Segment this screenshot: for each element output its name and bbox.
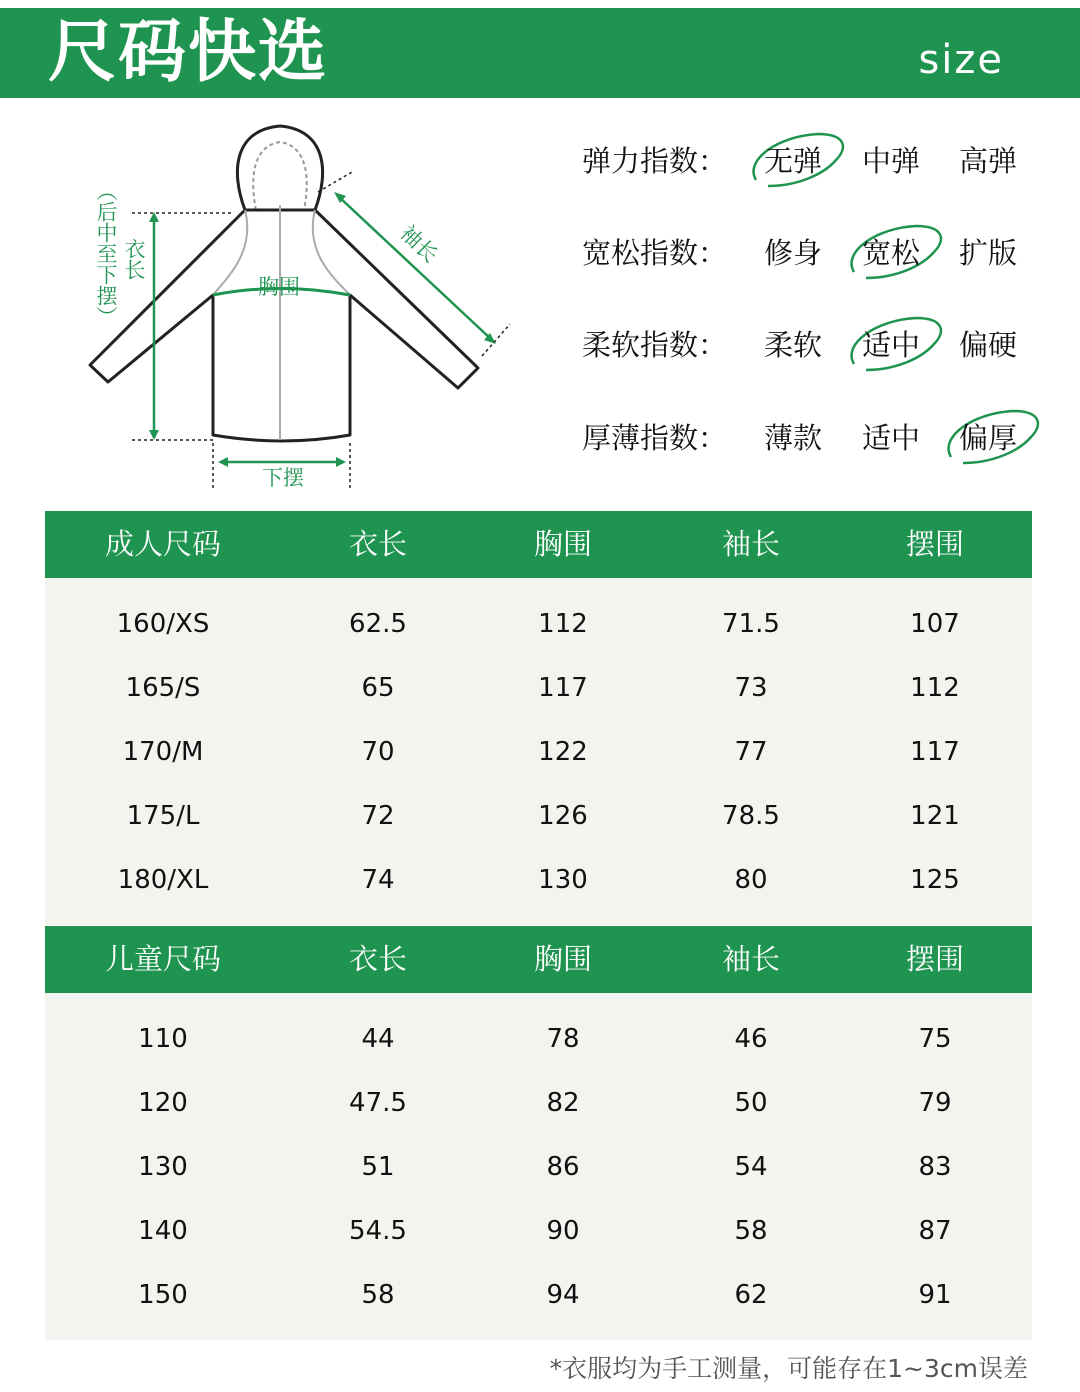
table-cell: 62: [734, 1280, 768, 1310]
table-cell: 80: [734, 865, 768, 895]
column-header: 袖长: [721, 942, 780, 976]
index-row: [582, 320, 1042, 370]
table-cell: 65: [361, 673, 395, 703]
index-row: [582, 136, 1042, 186]
table-row: [45, 1071, 1032, 1135]
kids-table-header: [45, 926, 1032, 993]
table-cell: 87: [918, 1216, 952, 1246]
column-header: 成人尺码: [104, 527, 221, 561]
page-title: 尺码快选: [48, 13, 329, 92]
table-cell: 122: [538, 737, 588, 767]
index-option: 扩版: [959, 236, 1018, 270]
table-cell: 86: [546, 1152, 580, 1182]
table-cell: 82: [546, 1088, 580, 1118]
index-option: 偏硬: [959, 328, 1018, 362]
table-cell: 110: [138, 1024, 188, 1054]
size-word: size: [918, 37, 1004, 83]
table-cell: 112: [538, 609, 588, 639]
table-cell: 125: [910, 865, 960, 895]
table-cell: 175/L: [126, 801, 200, 831]
index-label: 柔软指数：: [582, 328, 728, 362]
table-cell: 78.5: [722, 801, 780, 831]
table-row: [45, 1263, 1032, 1327]
table-cell: 71.5: [722, 609, 780, 639]
column-header: 衣长: [348, 527, 407, 561]
table-cell: 126: [538, 801, 588, 831]
table-cell: 78: [546, 1024, 580, 1054]
table-cell: 83: [918, 1152, 952, 1182]
table-cell: 44: [361, 1024, 395, 1054]
table-cell: 47.5: [349, 1088, 407, 1118]
column-header: 摆围: [905, 942, 964, 976]
table-row: [45, 784, 1032, 848]
index-option: 无弹: [764, 144, 823, 178]
table-cell: 117: [538, 673, 588, 703]
index-label: 弹力指数：: [582, 144, 728, 178]
table-row: [45, 1199, 1032, 1263]
table-cell: 54: [734, 1152, 768, 1182]
table-cell: 120: [138, 1088, 188, 1118]
table-cell: 117: [910, 737, 960, 767]
index-label: 宽松指数：: [582, 236, 728, 270]
back-length-label: （后中至下摆）: [94, 180, 118, 327]
table-cell: 90: [546, 1216, 580, 1246]
index-option: 中弹: [862, 144, 921, 178]
table-cell: 94: [546, 1280, 580, 1310]
kids-size-table: [45, 926, 1032, 1340]
index-option: 薄款: [764, 421, 823, 455]
adult-table-body: [45, 578, 1032, 925]
table-row: [45, 720, 1032, 784]
table-cell: 54.5: [349, 1216, 407, 1246]
table-cell: 107: [910, 609, 960, 639]
table-cell: 170/M: [122, 737, 204, 767]
body-length-label: 衣长: [122, 238, 146, 280]
table-cell: 72: [361, 801, 395, 831]
table-cell: 79: [918, 1088, 952, 1118]
table-cell: 130: [138, 1152, 188, 1182]
table-row: [45, 848, 1032, 912]
table-cell: 74: [361, 865, 395, 895]
table-cell: 121: [910, 801, 960, 831]
table-cell: 73: [734, 673, 768, 703]
table-cell: 140: [138, 1216, 188, 1246]
index-option: 偏厚: [959, 421, 1018, 455]
column-header: 摆围: [905, 527, 964, 561]
adult-table-header: [45, 511, 1032, 578]
index-option: 适中: [862, 421, 921, 455]
table-row: [45, 1007, 1032, 1071]
index-label: 厚薄指数：: [582, 421, 728, 455]
jacket-measurement-diagram: [80, 110, 530, 500]
table-cell: 150: [138, 1280, 188, 1310]
index-row: [582, 228, 1042, 278]
chest-label: 胸围: [258, 275, 300, 299]
table-cell: 75: [918, 1024, 952, 1054]
index-option: 适中: [862, 328, 921, 362]
column-header: 袖长: [721, 527, 780, 561]
table-cell: 77: [734, 737, 768, 767]
hem-label: 下摆: [262, 466, 304, 490]
table-cell: 91: [918, 1280, 952, 1310]
index-row: [582, 413, 1042, 463]
table-cell: 180/XL: [117, 865, 209, 895]
adult-size-table: [45, 511, 1032, 925]
table-cell: 130: [538, 865, 588, 895]
measurement-note: *衣服均为手工测量，可能存在1~3cm误差: [549, 1354, 1028, 1383]
index-option: 柔软: [764, 328, 823, 362]
column-header: 胸围: [533, 942, 592, 976]
jacket-illustration: [80, 110, 530, 500]
table-cell: 70: [361, 737, 395, 767]
table-cell: 51: [361, 1152, 395, 1182]
header-banner: [0, 8, 1080, 98]
table-cell: 112: [910, 673, 960, 703]
table-cell: 62.5: [349, 609, 407, 639]
table-row: [45, 1135, 1032, 1199]
sleeve-label: 袖长: [395, 220, 443, 268]
table-cell: 46: [734, 1024, 768, 1054]
table-cell: 58: [734, 1216, 768, 1246]
kids-table-body: [45, 993, 1032, 1340]
table-cell: 165/S: [125, 673, 201, 703]
index-option: 高弹: [959, 144, 1018, 178]
table-cell: 58: [361, 1280, 395, 1310]
table-cell: 50: [734, 1088, 768, 1118]
table-row: [45, 656, 1032, 720]
column-header: 儿童尺码: [104, 942, 221, 976]
table-row: [45, 592, 1032, 656]
index-option: 宽松: [862, 236, 921, 270]
table-cell: 160/XS: [116, 609, 210, 639]
index-option: 修身: [764, 236, 823, 270]
column-header: 胸围: [533, 527, 592, 561]
column-header: 衣长: [348, 942, 407, 976]
